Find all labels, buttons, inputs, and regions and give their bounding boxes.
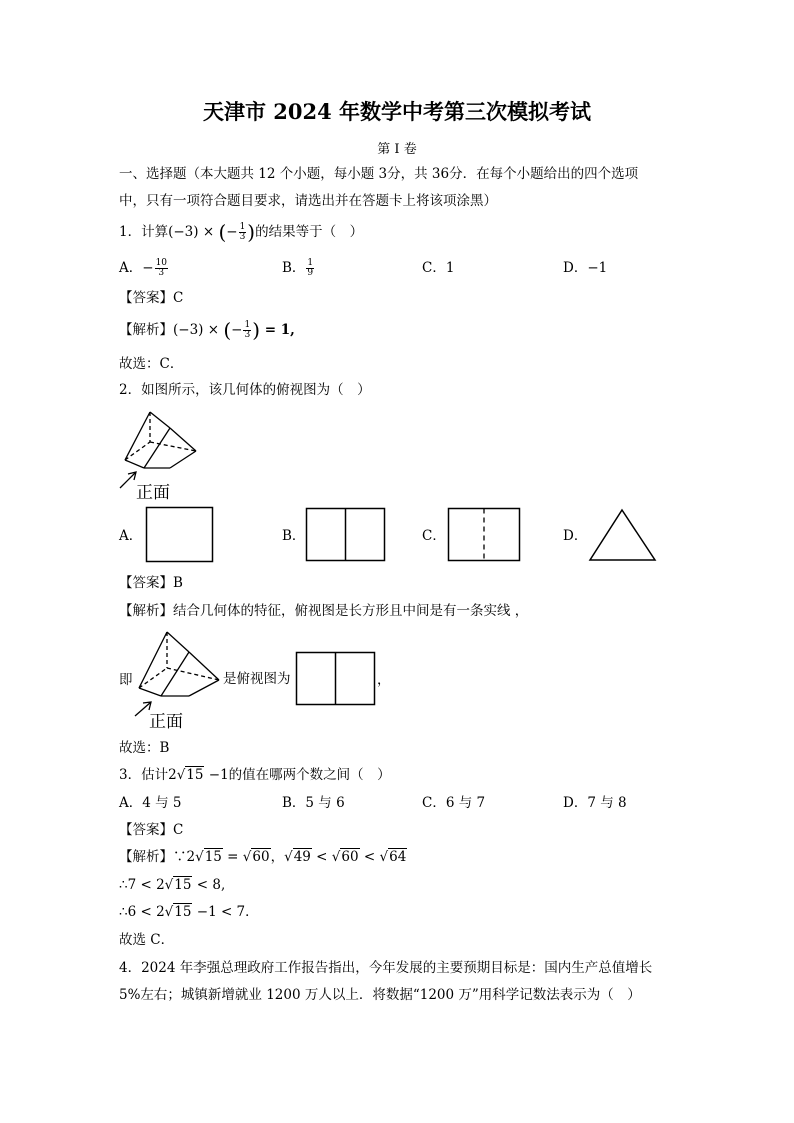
q4-stem-line1: 4．2024 年李强总理政府工作报告指出，今年发展的主要预期目标是：国内生产总值增长: [119, 960, 653, 976]
page-title: 天津市 2024 年数学中考第三次模拟考试: [202, 99, 592, 124]
q2-option-d-shape: [589, 509, 657, 561]
section-instructions-line1: 一、选择题（本大题共 12 个小题，每小题 3分，共 36分．在每个小题给出的四个选项: [119, 166, 639, 182]
q2-option-c-label: C．: [422, 528, 446, 544]
q2-option-c-shape: [448, 508, 521, 562]
q2-is-top-view: 是俯视图为: [223, 671, 291, 687]
q2-ji-label: 即: [119, 672, 133, 688]
q2-option-a-label: A．: [119, 528, 143, 544]
q1-analysis: 【解析】(−3) × (− $\frac{1}{3}$ ) = 1,: [119, 318, 295, 342]
q1-option-a: A．− $\frac{10}{3}$: [119, 258, 168, 278]
q1-expr: (−3) ×: [168, 224, 219, 240]
q2-option-a-shape: [146, 507, 214, 563]
q2-conclusion: 故选：B: [119, 740, 170, 756]
q1-option-d: D．−1: [563, 260, 608, 276]
q2-stem: 2．如图所示，该几何体的俯视图为（ ）: [119, 382, 371, 398]
q3-stem: 3．估计2√15 −1的值在哪两个数之间（ ）: [119, 767, 391, 783]
q1-answer: 【答案】C: [119, 290, 184, 306]
q1-fraction: $\frac{1}{3}$: [239, 222, 246, 242]
q3-option-a: A．4 与 5: [119, 795, 182, 811]
q2-top-view-shape: [296, 652, 376, 706]
q2-option-b-label: B．: [282, 528, 306, 544]
q1-neg: −: [226, 224, 238, 240]
q1-suffix: 的结果等于（ ）: [255, 224, 364, 240]
q3-conclusion: 故选 C．: [119, 932, 175, 948]
front-view-label-2: 正面: [149, 712, 183, 732]
q2-option-d-label: D．: [563, 528, 588, 544]
q2-comma: ，: [377, 672, 391, 688]
q3-answer: 【答案】C: [119, 822, 184, 838]
section-instructions-line2: 中，只有一项符合题目要求，请选出并在答题卡上将该项涂黑）: [119, 193, 497, 209]
volume-label: 第 I 卷: [377, 142, 417, 157]
q3-therefore-2: ∴6 < 2√15 −1 < 7．: [119, 904, 259, 920]
q1-stem: 1．计算(−3) × (− $\frac{1}{3}$ )的结果等于（ ）: [119, 220, 364, 244]
q3-analysis: 【解析】∵2√15 = √60，√49 < √60 < √64: [119, 849, 407, 865]
q3-option-d: D．7 与 8: [563, 795, 627, 811]
q1-prefix: 1．计算: [119, 224, 169, 240]
q3-option-c: C．6 与 7: [422, 795, 486, 811]
q1-conclusion: 故选：C．: [119, 356, 184, 372]
q1-option-b: B． $\frac{1}{9}$: [282, 258, 314, 278]
q4-stem-line2: 5%左右；城镇新增就业 1200 万人以上．将数据“1200 万”用科学记数法表示为（ ）: [119, 987, 641, 1003]
q2-analysis: 【解析】结合几何体的特征，俯视图是长方形且中间是有一条实线 ，: [119, 603, 529, 619]
q2-answer: 【答案】B: [119, 575, 183, 591]
front-view-label: 正面: [136, 483, 170, 503]
q3-therefore-1: ∴7 < 2√15 < 8,: [119, 877, 226, 893]
q1-option-c: C．1: [422, 260, 455, 276]
q3-option-b: B．5 与 6: [282, 795, 345, 811]
q2-option-b-shape: [306, 508, 386, 562]
